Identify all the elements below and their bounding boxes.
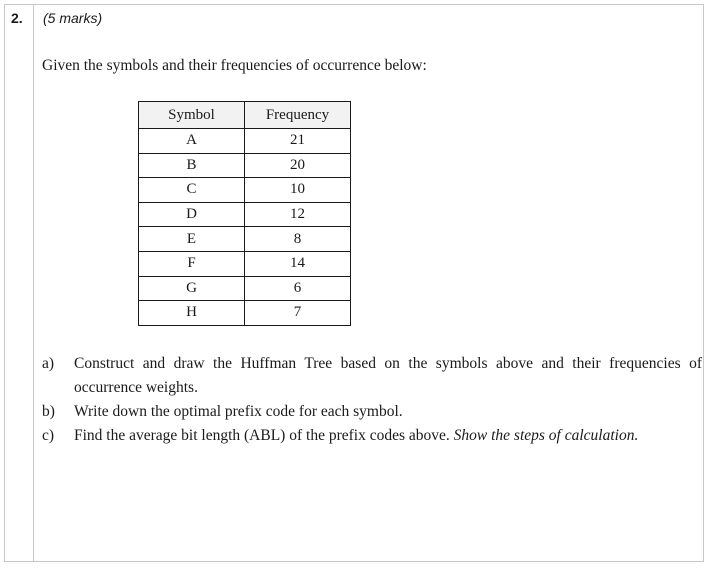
question-number: 2.: [11, 10, 23, 26]
symbol-cell: A: [139, 129, 245, 154]
table-row: [139, 227, 351, 252]
column-header-symbol: Symbol: [139, 102, 245, 129]
question-number-column: [5, 5, 34, 561]
symbol-cell: F: [139, 251, 245, 276]
part-emphasis: Show the steps of calculation.: [453, 427, 639, 444]
symbol-cell: D: [139, 202, 245, 227]
marks-label: (5 marks): [43, 10, 103, 26]
frequency-table: [138, 101, 351, 326]
table-row: [139, 153, 351, 178]
frequency-cell: 8: [245, 227, 351, 252]
symbol-cell: C: [139, 178, 245, 203]
part-b: [42, 400, 702, 424]
frequency-cell: 12: [245, 202, 351, 227]
table-row: [139, 202, 351, 227]
table-row: [139, 276, 351, 301]
question-parts: [42, 352, 702, 448]
symbol-cell: G: [139, 276, 245, 301]
frequency-cell: 10: [245, 178, 351, 203]
symbol-cell: E: [139, 227, 245, 252]
frequency-cell: 21: [245, 129, 351, 154]
symbol-cell: H: [139, 301, 245, 326]
frequency-cell: 6: [245, 276, 351, 301]
frequency-cell: 20: [245, 153, 351, 178]
frequency-cell: 7: [245, 301, 351, 326]
table-row: [139, 129, 351, 154]
table-row: [139, 178, 351, 203]
part-a: [42, 352, 702, 400]
table-row: [139, 301, 351, 326]
column-header-frequency: Frequency: [245, 102, 351, 129]
question-frame: [4, 4, 704, 562]
part-text: Construct and draw the Huffman Tree based on the symbols above and their frequencies of occurrence weights.: [74, 355, 702, 396]
part-letter: c): [42, 427, 55, 444]
part-c: [42, 424, 702, 448]
table-row: [139, 251, 351, 276]
part-letter: b): [42, 403, 55, 420]
part-letter: a): [42, 355, 55, 372]
question-intro: Given the symbols and their frequencies of occurrence below:: [42, 57, 427, 74]
frequency-cell: 14: [245, 251, 351, 276]
part-text: Write down the optimal prefix code for each symbol.: [74, 403, 403, 420]
symbol-cell: B: [139, 153, 245, 178]
table-header-row: [139, 102, 351, 129]
part-text: Find the average bit length (ABL) of the prefix codes above.: [74, 427, 450, 444]
